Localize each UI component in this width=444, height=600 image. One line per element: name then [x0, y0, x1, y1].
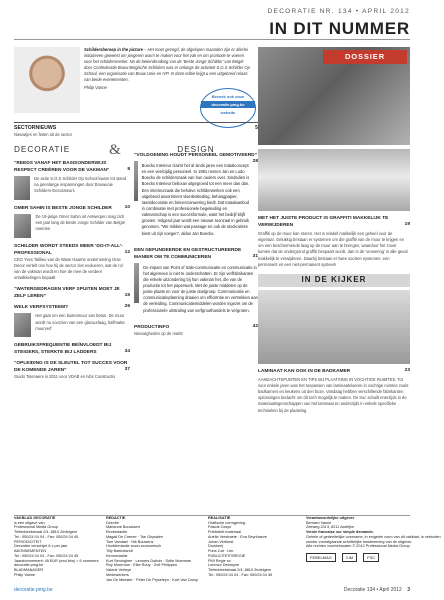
vakblad-line-10[interactable]: decoratie.pmg.be — [14, 563, 44, 568]
right-item-2[interactable] — [258, 368, 410, 414]
redactie-line-11: Valerie Verleye — [106, 568, 132, 573]
realisatie-line-7: Fuhe-Cat · Lier — [208, 549, 234, 554]
redactie-line-8: Kernredactie — [106, 553, 128, 558]
vakblad-line-3: Tiefenbeekstraat 2/4, 8810 Zedelgem — [14, 530, 77, 535]
vakblad-line-1: is een uitgave van — [14, 520, 45, 525]
design-column — [134, 152, 258, 346]
realisatie-line-9: PMI Regie nv — [208, 558, 231, 563]
right-desc-2: AANDACHTSPUNTEN EN TIPS BIJ PLAATSING IN VOCHTIGE RUIMTES. Tot voor enkele jaren was het toepassen van laminaatvloeren in vochtige ruimtes zoals badkamers en keukens uit den boze. Vandaag hebben verschillende fabrikanten oplossingen bedacht om dit toch mogelijk te maken. De truc schuilt enerzijds in de materiaaleigenschappen van het laminaat en anderzijds in enkele specifieke technieken bij de plaatsing. — [258, 376, 409, 413]
redactie-line-6: Hoofdredactie socio-economisch — [106, 544, 162, 549]
author-photo — [14, 47, 80, 113]
redactie-line-10: Roy Moerman · Elke Rouy · Zoë Philippen — [106, 563, 178, 568]
realisatie-column — [208, 516, 300, 583]
febelmag-logo: FEBELMAG — [306, 553, 336, 562]
design-item-2[interactable] — [134, 247, 258, 314]
design-thumb-2 — [134, 263, 139, 303]
redactie-title: REDACTIE — [106, 516, 126, 520]
realisatie-line-4: Arielle Verstraete · Eva Seynhaeve — [208, 534, 267, 539]
design-page-1: 28 — [252, 158, 258, 164]
sectornieuws-title: SECTORNIEUWS — [14, 125, 57, 131]
badge-top: Bezoek ook onze — [211, 94, 245, 99]
uitgever-title: Verantwoordelijke uitgever — [306, 516, 355, 520]
decoratie-label: DECORATIE — [14, 145, 71, 155]
page-info-text: Decoratie 134 • April 2012 — [343, 586, 402, 593]
page-info — [344, 587, 410, 593]
toc-title-6: GEBRUIKSFREQUENTIE BEÏNVLOEDT BIJ STEIGERS, STERKTE BIJ LADDERS — [14, 343, 112, 356]
redactie-line-9: Kurt Seninghen · Leoners Dubois · Sofie Moerman — [106, 558, 192, 563]
realisatie-line-5: Johan Verflorst — [208, 539, 234, 544]
realisatie-line-2: Pascal Cosyn — [208, 525, 232, 530]
vakblad-line-4: Tel.: 050/24 04 04 - Fax: 050/24 04 45 — [14, 534, 79, 539]
right-page-1: 19 — [404, 221, 410, 227]
realisatie-line-10: Lorenzo Debruyne — [208, 563, 240, 568]
redactie-line-2: Marianne Bouckaert — [106, 525, 140, 530]
vakblad-line-6: Decoratie verschijnt 6 x per jaar — [14, 544, 68, 549]
toc-desc-2: De 19-jarige Omer Sahin uit Antwerpen mag zich een jaar lang de Beste Jonge Schilder van België noemen — [35, 213, 125, 232]
toc-item-3[interactable] — [14, 243, 130, 282]
redactie-line-12: Medewerkers — [106, 572, 129, 577]
redactie-line-1: Directie — [106, 520, 119, 525]
design-desc-3: Nieuwigheden op de markt — [134, 330, 183, 336]
page-number: 3 — [407, 586, 410, 593]
toc-page-6: 34 — [124, 349, 130, 355]
realisatie-line-8: PUBLICITEITSREGIE — [208, 553, 246, 558]
header-divider — [14, 39, 410, 40]
vakblad-line-12: Philip Vanne — [14, 572, 36, 577]
redactie-line-5: Tom Vandael · Nik Bouwens — [106, 539, 154, 544]
redactie-line-13: Jan De Meester · Peter De Pryseleyn · Kurt Van Camp — [106, 577, 198, 582]
right-desc-1: Graffiti op de muur kan storen. Het is relatief makkelijk een geheel voor de eigenaar. Gelukkig bestaan er systemen om die graffiti van de muur te krijgen en om een beschermende laag op de muur aan te brengen, waardoor het zover komen dat de ondergrond graffiti bespaart wordt, dan is de ‘verwering’ in alle geval makkelijk te verwijderen. Daarbij bestaan er twee soorten systemen: een permanent en een niet-permanent systeem — [258, 230, 408, 267]
toc-item-6[interactable] — [14, 342, 130, 356]
right-title-2: LAMINAAT KAN OOK IN DE BADKAMER — [258, 368, 351, 374]
toc-item-4[interactable] — [14, 286, 130, 300]
toc-desc-7: Guido Tolenaere is 2011 voor VDAB en Ivbs Constructiv — [14, 374, 116, 380]
toc-page-4: 15 — [124, 293, 130, 299]
toc-page-5: 26 — [124, 304, 130, 310]
toc-title-2: OMER SAHIN IS BESTE JONGE SCHILDER — [14, 205, 112, 211]
vakblad-line-7: ABONNEMENTEN — [14, 549, 47, 554]
sectornieuws-desc: Nieuwtjes en feiten uit de sector — [14, 131, 73, 137]
toc-page-3: 12 — [124, 249, 130, 255]
realisatie-line-1: Grafische vormgeving — [208, 520, 245, 525]
intro-signature: Philip Vanne — [84, 84, 107, 90]
website-link[interactable]: decoratie.pmg.be — [14, 586, 53, 593]
sectornieuws-item[interactable] — [14, 122, 258, 132]
toc-desc-1: De actie S.O.S Schilder Op School kwam tot stand na jarenlange inspanningen door Bouwunie Schilders-Decorateurs — [34, 175, 127, 194]
right-page-2: 23 — [404, 367, 410, 373]
design-label: DESIGN — [177, 145, 215, 155]
design-title-3: PRODUCTINFO — [134, 324, 170, 330]
realisatie-line-11: Tiefenbeekstraat 2/4, 8810 Zedelgem — [208, 568, 271, 573]
vakblad-line-11: BLADMANAGER — [14, 568, 44, 573]
uitgever-line-4: Gehele of gedeeltelijke overname, in enigerlei vorm van dit vakblad, is verboden zonder voorafgaande schriftelijke toestemming van de uitgever. — [306, 534, 441, 544]
ampersand: & — [109, 142, 121, 159]
realisatie-line-3: Publiciteit materiaal — [208, 530, 241, 535]
graffiti-image — [258, 149, 410, 211]
sectornieuws-page: 5 — [255, 125, 258, 131]
toc-desc-3: CEO Yves Taillieu van de Wase Haarne onderneming Orac Decor vertelt ons hoe hij de sector ziet evolueren, wat de rol van de vakman wordt en hoe de mee de verdere ontwikkelingen bepaalt — [14, 256, 123, 281]
uitgever-line-1: Bernard Vanne — [306, 520, 332, 525]
vakblad-title: VAKBLAD DECORATIE — [14, 516, 56, 520]
toc-thumb-5 — [14, 313, 31, 337]
decoratie-column — [14, 160, 130, 381]
uitgever-line-2: Zeeweg 2/d 3, 8211 Aartrijke — [306, 525, 355, 530]
uitgever-line-5: Alle rechten voorbehouden © 2012 Professional Media Group — [306, 544, 410, 549]
vakblad-line-9: Jaarabonnement: 45 EUR (excl.btw) = 6 nummers — [14, 558, 99, 563]
design-item-1[interactable] — [134, 152, 258, 237]
toc-item-2[interactable] — [14, 205, 130, 238]
dossier-label: DOSSIER — [323, 50, 407, 64]
redactie-column — [106, 516, 202, 583]
realisatie-line-6: Drukkerij — [208, 544, 223, 549]
kijker-label: IN DE KIJKER — [258, 274, 410, 287]
right-item-1[interactable] — [258, 215, 410, 268]
toc-thumb-1 — [14, 176, 30, 200]
fsc-logo: FSC — [363, 553, 379, 562]
badge-url: decoratie.pmg.be — [201, 101, 255, 108]
vakblad-line-2: Professional Media Group — [14, 525, 58, 530]
intro-body: – Het moet gezegd, de afgelopen maanden zijn er allerlei initiatieven geweest om jongeren warm te maken voor het vak en om promotie te voeren voor het schildersmetier. Na de bekendmaking van de ‘Beste Jonge Schilder’ van België door Confederatie Bouw Belgische Schilders was er onlangs de activiteit S.O.S Schilder Op School, een organisatie van Bouw Unie en IVP. In deze editie krijgt u een uitgebreid relaas van beide evenementen. — [84, 47, 250, 82]
toc-title-3: SCHILDER WORDT STEEDS MEER ‘DO-IT-ALL’-PROFESSIONAL — [14, 243, 123, 256]
laminaat-image — [258, 290, 410, 364]
intro-paragraph — [84, 47, 252, 90]
toc-page-2: 10 — [124, 204, 130, 210]
vakblad-line-5: PERIODICITEIT — [14, 539, 42, 544]
toc-title-7: “OPLEIDING IS DE SLEUTEL TOT SUCCES VOOR DE KOMENDE JAREN” — [14, 361, 128, 374]
design-item-3[interactable] — [134, 324, 258, 336]
design-title-1: “VOLDOENING HOUDT PERSONEEL GEMOTIVEERD” — [134, 153, 258, 158]
toc-item-5[interactable] — [14, 304, 130, 337]
realisatie-title: REALISATIE — [208, 516, 231, 520]
uitgever-column — [306, 516, 444, 583]
toc-thumb-2 — [14, 214, 31, 238]
colophon — [14, 515, 441, 583]
intro-lead: Schildersberoep in the picture — [84, 47, 143, 52]
toc-title-1: “REEDS VANAF HET BASISONDERWIJS RESPECT CREËREN VOOR DE VAKMAN” — [14, 161, 110, 173]
issue-line: DECORATIE NR. 134 • APRIL 2012 — [267, 8, 410, 15]
design-desc-1: Boeckx Interieur claimt het al sinds jaren een totaalconcept en een veelzijdig personeel. In 1991 nemen Jan en Ludo Boeckx de schilderszaak van hun ouders over. Sindsdien is Boeckx Interieur bebouw uitgegroeid tot een meer dan dan. Een interieurzaak die behalve schilderwerken ook een uitgebreid assortiment vloerbekleding, behangpapier, raamdecoratie en binnenzonwering biedt. Dat totaalaanbod in combinatie met professionele begeleiding en vakmanschap is een succesformule, want het bedrijf blijft groeien. Volgend jaar wordt een nieuwe toonzaal in gebruik genomen. “We mikken wat passage en ook de stockruimte biest uit zijn voegen”, aldus Jan Boeckx. — [141, 162, 250, 236]
redactie-line-3: Eindredactie — [106, 530, 128, 535]
uitgever-line-3: Versie francaise sur simple demande. — [306, 530, 374, 535]
page-title: IN DIT NUMMER — [269, 19, 410, 38]
design-thumb-1 — [134, 161, 138, 201]
logo-row — [306, 553, 444, 562]
vakblad-column — [14, 516, 100, 583]
toc-title-5: WELK VERFSYSTEEM? — [14, 305, 69, 311]
toc-item-1[interactable] — [14, 160, 130, 200]
badge-bottom: website — [220, 110, 236, 115]
right-title-1: MET HET JUISTE PRODUCT IS GRAFFITI MAKKELIJK TE VERWIJDEREN — [258, 216, 389, 228]
design-desc-2: De impact van Point of Sale-communicatie en communicatie in het algemeen is niet te onderschatten. Er zijn verffabrikanten die enkele uitzondering bij hun vakman het, die van de productie tot het paperwork. Met de juiste middelen op de juiste plaats en voor de juiste doelgroep. Communicatie en communicatieplanning draaien om efficiëntie en vertrekken aan de verleiding. Communicatiemiddelen worden ingezet om de professionele uitstraling van verfgroothandels te vergroten. — [143, 264, 258, 313]
toc-desc-5: Het gaat om een buitenmuur van beton. De muur wordt nu voorzien van een glazuurlaag, halfmatte muurverf — [35, 313, 125, 331]
design-page-3: 42 — [252, 323, 258, 329]
toc-page-1: 8 — [127, 166, 130, 172]
toc-page-7: 37 — [124, 367, 130, 373]
toc-item-7[interactable] — [14, 360, 130, 380]
realisatie-line-12: Tel.: 050/24 04 04 - Fax: 050/24 04 45 — [208, 572, 273, 577]
toc-title-4: “WATERGEDRAGEN VERF SPUITEN MOET JE ZELF LEREN” — [14, 287, 120, 300]
redactie-line-4: Magali De Cremer · Tse Ghysalen — [106, 534, 164, 539]
right-column — [258, 149, 410, 414]
vakblad-line-8: Tel.: 050/24 04 04 - Fax: 050/24 04 45 — [14, 553, 79, 558]
cim-logo: CIM — [342, 553, 357, 562]
design-title-2: EEN GEFUNDEERDE EN GESTRUCTUREERDE MANIER OM TE COMMUNICEREN — [134, 247, 242, 260]
design-page-2: 31 — [252, 253, 258, 259]
redactie-line-7: Tilly Baekelandt — [106, 549, 133, 554]
